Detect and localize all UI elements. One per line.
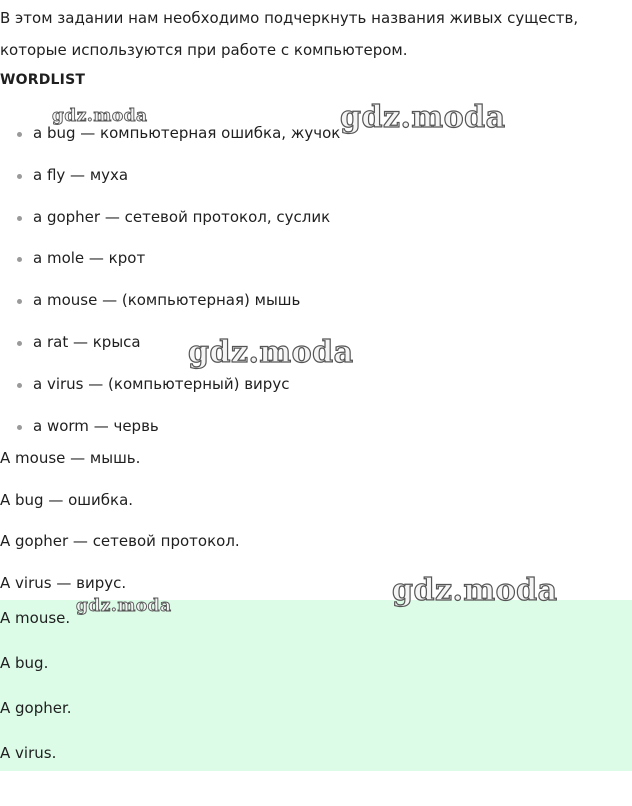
bullet-icon [17, 425, 22, 430]
answer-line: A mouse — мышь. [0, 449, 141, 467]
list-item-text: a worm — червь [33, 416, 159, 435]
watermark-logo: gdz.moda [188, 335, 354, 370]
list-item-text: a fly — муха [33, 165, 129, 184]
bullet-icon [17, 257, 22, 262]
watermark-logo: gdz.moda [340, 100, 506, 135]
final-answer-line: A virus. [0, 744, 57, 762]
watermark-logo: gdz.moda [392, 573, 558, 608]
answer-line: A bug — ошибка. [0, 490, 134, 509]
list-item [0, 364, 340, 406]
list-item [0, 238, 340, 280]
intro-text [0, 2, 632, 66]
list-item-text: a mole — крот [33, 249, 146, 268]
list-item [0, 280, 340, 322]
bullet-icon [17, 132, 22, 137]
wordlist-heading: WORDLIST [0, 72, 86, 88]
bullet-icon [17, 216, 22, 221]
bullet-icon [17, 341, 22, 346]
wordlist [0, 113, 340, 447]
list-item-text: a rat — крыса [33, 332, 141, 351]
final-answer-box [0, 600, 632, 771]
answers-block [0, 438, 240, 604]
list-item [0, 322, 340, 364]
final-answer-line: A mouse. [0, 609, 71, 627]
final-answer-line: A gopher. [0, 699, 72, 717]
watermark-logo: gdz.moda [76, 596, 172, 616]
answer-line: A virus — вирус. [0, 573, 127, 592]
intro-line-2: которые используются при работе с компьютером. [0, 41, 408, 59]
list-item-text: a bug — компьютерная ошибка, жучок [33, 124, 341, 142]
answer-line: A gopher — сетевой протокол. [0, 532, 240, 550]
bullet-icon [17, 383, 22, 388]
watermark-logo: gdz.moda [52, 106, 148, 126]
list-item-text: a virus — (компьютерный) вирус [33, 374, 290, 393]
list-item [0, 113, 340, 155]
list-item-text: a mouse — (компьютерная) мышь [33, 291, 301, 310]
bullet-icon [17, 174, 22, 179]
final-answer-line: A bug. [0, 654, 49, 672]
bullet-icon [17, 299, 22, 304]
list-item-text: a gopher — сетевой протокол, суслик [33, 207, 331, 226]
list-item [0, 197, 340, 239]
list-item [0, 155, 340, 197]
intro-line-1: В этом задании нам необходимо подчеркнуть названия живых существ, [0, 9, 579, 27]
